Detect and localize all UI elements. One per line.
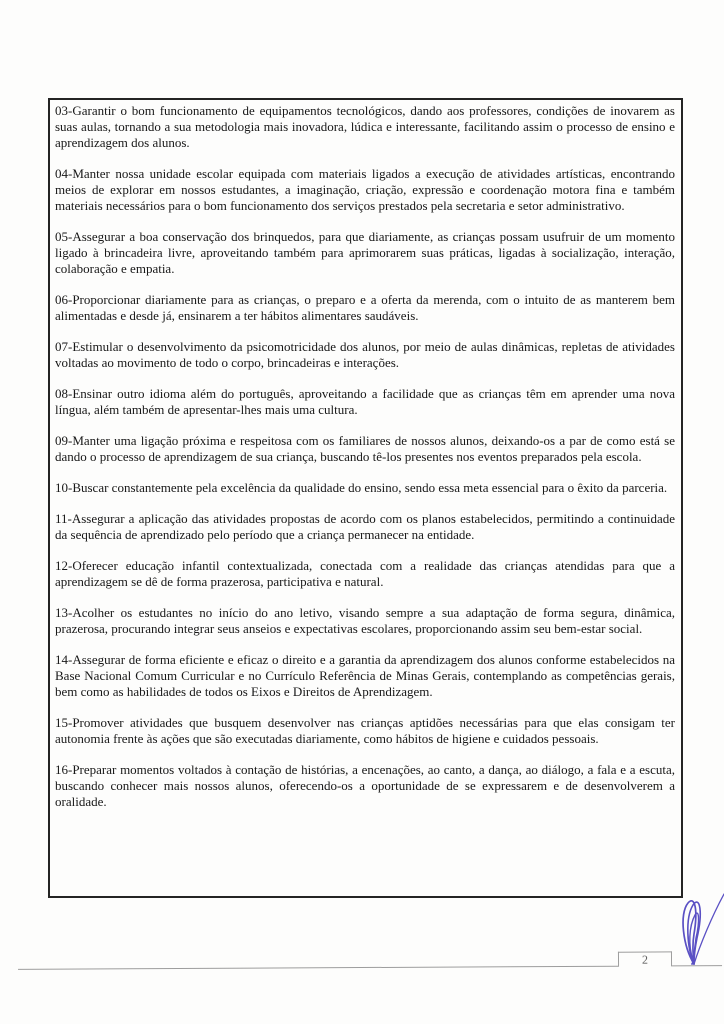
paragraph-04: 04-Manter nossa unidade escolar equipada com materiais ligados a execução de atividades artísticas, encontrando meios de explorar em nossos estudantes, a imaginação, criação, expressão e coordenação motora fina e também materiais necessários para o bom funcionamento dos serviços prestados pela secretaria e setor administrativo. [55,166,675,213]
paragraph-10: 10-Buscar constantemente pela excelência da qualidade do ensino, sendo essa meta essencial para o êxito da parceria. [55,480,668,495]
paragraph-12: 12-Oferecer educação infantil contextualizada, conectada com a realidade das crianças atendidas para que a aprendizagem se dê de forma prazerosa, participativa e natural. [55,558,675,589]
paragraph-08: 08-Ensinar outro idioma além do português, aproveitando a facilidade que as crianças têm em aprender uma nova língua, além também de apresentar-lhes mais uma cultura. [55,386,675,417]
paragraph-06: 06-Proporcionar diariamente para as crianças, o preparo e a oferta da merenda, com o intuito de as manterem bem alimentadas e desde já, ensinarem a ter hábitos alimentares saudáveis. [55,292,675,323]
paragraph-09: 09-Manter uma ligação próxima e respeitosa com os familiares de nossos alunos, deixando-os a par de como está se dando o processo de aprendizagem de sua criança, buscando tê-los presentes nos eventos preparados pela escola. [55,433,675,464]
paragraph-11: 11-Assegurar a aplicação das atividades propostas de acordo com os planos estabelecidos, permitindo a continuidade da sequência de aprendizado pelo período que a criança permanecer na entidade. [55,511,675,542]
signature-pen-mark-icon [662,888,724,970]
paragraph-13: 13-Acolher os estudantes no início do ano letivo, visando sempre a sua adaptação de forma segura, dinâmica, prazerosa, procurando integrar seus anseios e expectativas escolares, proporcionando assim seu bem-estar social. [55,605,675,636]
paragraph-15: 15-Promover atividades que busquem desenvolver nas crianças aptidões necessárias para que elas consigam ter autonomia frente às ações que são executadas diariamente, como hábitos de higiene e cuidados pessoais. [55,715,675,746]
document-text-box [48,98,683,898]
footer-line-left [18,965,618,970]
paragraph-07: 07-Estimular o desenvolvimento da psicomotricidade dos alunos, por meio de aulas dinâmicas, repletas de atividades voltadas ao movimento de todo o corpo, brincadeiras e interações. [55,339,675,370]
paragraph-05: 05-Assegurar a boa conservação dos brinquedos, para que diariamente, as crianças possam usufruir de um momento ligado à brincadeira livre, aproveitando também para aprimorarem suas práticas, ligadas à socialização, interação, colaboração e empatia. [55,229,675,276]
paragraph-03: 03-Garantir o bom funcionamento de equipamentos tecnológicos, dando aos professores, condições de inovarem as suas aulas, tornando a sua metodologia mais inovadora, lúdica e interessante, facilitando assim o processo de ensino e aprendizagem dos alunos. [55,103,675,150]
paragraph-14: 14-Assegurar de forma eficiente e eficaz o direito e a garantia da aprendizagem dos alunos conforme estabelecidos na Base Nacional Comum Curricular e no Currículo Referência de Minas Gerais, contemplando as competências gerais, bem como as habilidades de todos os Eixos e Direitos de Aprendizagem. [55,652,675,699]
page-number: 2 [641,952,649,967]
paragraph-16: 16-Preparar momentos voltados à contação de histórias, a encenações, ao canto, a dança, ao diálogo, a fala e a escuta, buscando conhecer mais nossos alunos, oferecendo-os a oportunidade de se expressarem e de desenvolverem a oralidade. [55,762,675,809]
footer-divider [18,949,722,970]
